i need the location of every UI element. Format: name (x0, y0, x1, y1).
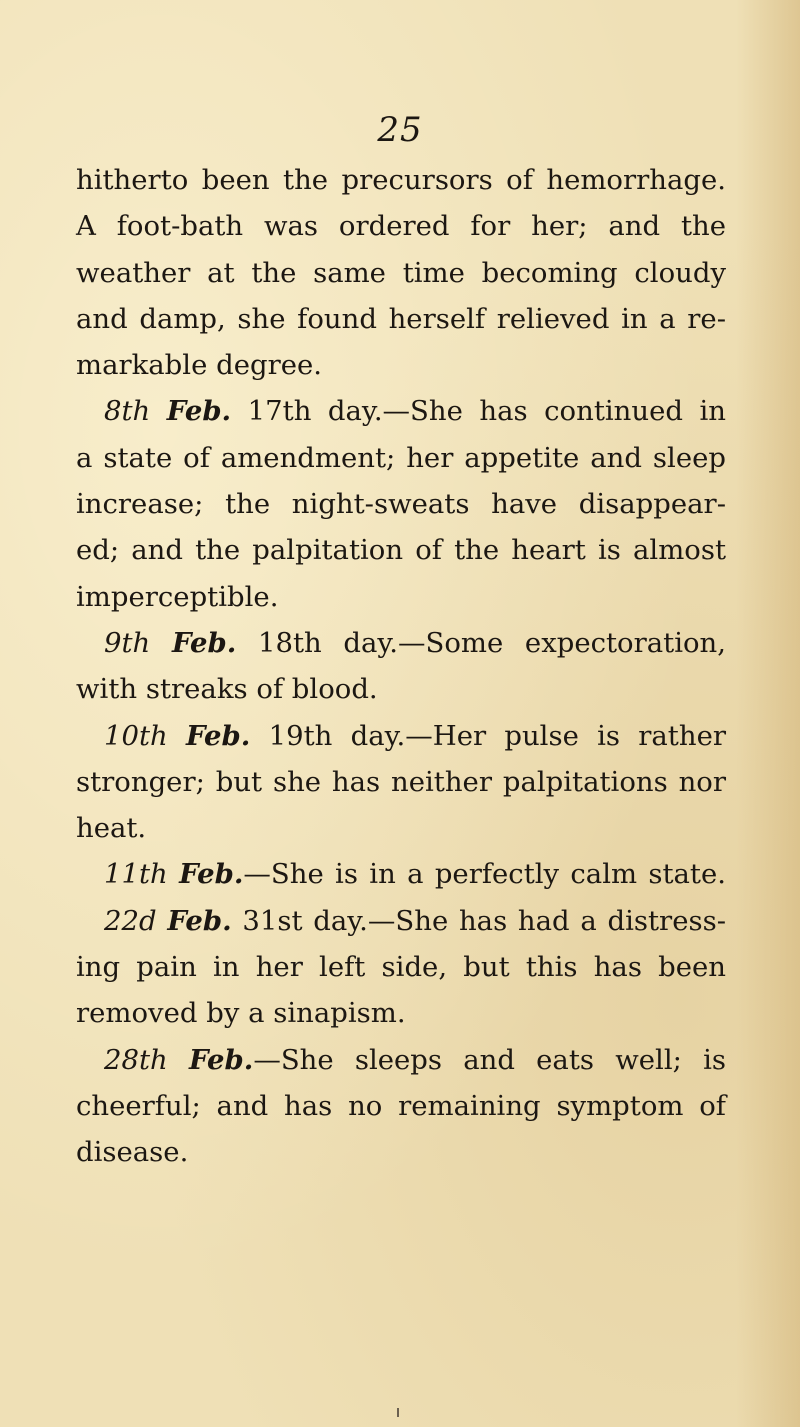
text-line: disease. (76, 1136, 189, 1169)
text-line: removed by a sinapism. (76, 997, 406, 1030)
printing-mark (397, 1408, 399, 1417)
entry-date: 10th Feb. (104, 719, 251, 752)
text-line: A foot-bath was ordered for her; and the (76, 210, 726, 243)
entry-date: 8th Feb. (104, 395, 232, 428)
text-line: and damp, she found herself relieved in a re- (76, 302, 726, 335)
text-line: with streaks of blood. (76, 673, 378, 706)
text-line: increase; the night-sweats have disappear- (76, 488, 726, 521)
diary-entry-28th-feb: 28th Feb.—She sleeps and eats well; is (104, 1043, 726, 1076)
entry-date: 28th Feb. (104, 1043, 254, 1076)
text-line: cheerful; and has no remaining symptom of (76, 1089, 726, 1122)
text-line: imperceptible. (76, 580, 279, 613)
text-line: heat. (76, 812, 147, 845)
diary-entry-9th-feb: 9th Feb. 18th day.—Some expectoration, (104, 626, 726, 659)
text-line: stronger; but she has neither palpitations nor (76, 765, 726, 798)
entry-date: 11th Feb. (104, 858, 244, 891)
diary-entry-22d-feb: 22d Feb. 31st day.—She has had a distress- (104, 904, 726, 937)
text-line: markable degree. (76, 349, 323, 382)
diary-entry-11th-feb: 11th Feb.—She is in a perfectly calm state. (104, 858, 727, 891)
entry-date: 9th Feb. (104, 626, 237, 659)
text-line: ing pain in her left side, but this has been (76, 951, 726, 984)
text-line: hitherto been the precursors of hemorrhage. (76, 164, 726, 196)
body-text (76, 157, 726, 1176)
entry-date: 22d Feb. (104, 904, 232, 937)
diary-entry-8th-feb: 8th Feb. 17th day.—She has continued in (104, 395, 726, 428)
text-line: weather at the same time becoming cloudy (76, 256, 726, 289)
page-number: 25 (377, 110, 423, 150)
text-line: ed; and the palpitation of the heart is almost (76, 534, 726, 567)
text-line: a state of amendment; her appetite and sleep (76, 441, 726, 474)
diary-entry-10th-feb: 10th Feb. 19th day.—Her pulse is rather (104, 719, 726, 752)
